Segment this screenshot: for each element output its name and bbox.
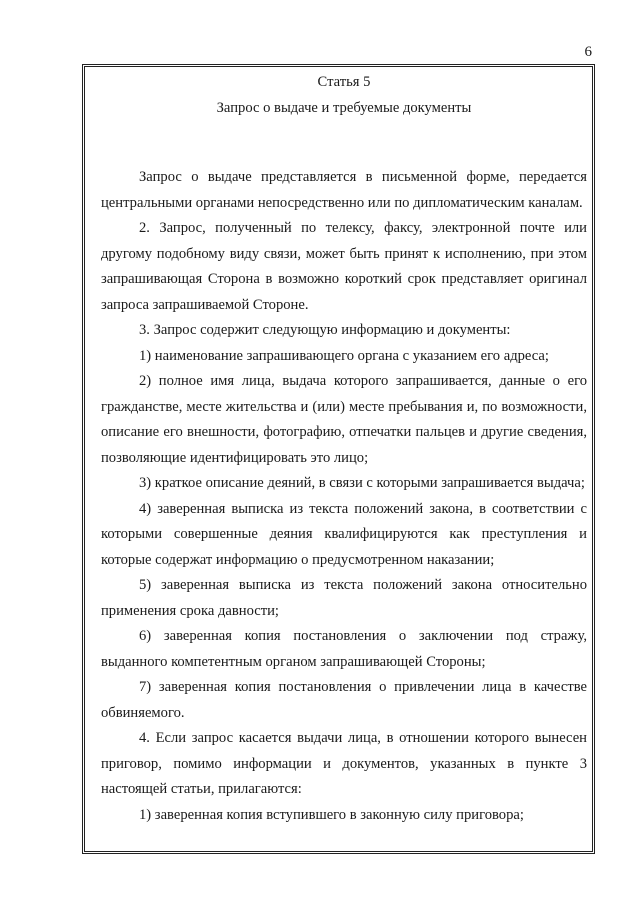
list-item-3: 3) краткое описание деяний, в связи с которыми запрашивается выдача; [139, 475, 585, 491]
page-number: 6 [584, 44, 592, 60]
paragraph-2: 2. Запрос, полученный по телексу, факсу, электронной почте или другому подобному виду связи, может быть принят к исполнению, при этом запрашивающая Сторона в возможно короткий срок представляет оригинал запроса запрашиваемой Стороне. [101, 220, 587, 313]
list-item-2: 2) полное имя лица, выдача которого запрашивается, данные о его гражданстве, месте жительства и (или) месте пребывания и, по возможности, описание его внешности, фотографию, отпечатки пальцев и другие сведения, позволяющие идентифицировать это лицо; [101, 373, 587, 466]
list-item-8: 1) заверенная копия вступившего в законную силу приговора; [139, 806, 524, 823]
article-body [101, 70, 587, 828]
list-item-4: 4) заверенная выписка из текста положений закона, в соответствии с которыми совершенные деяния квалифицируются как преступления и которые содержат информацию о предусмотренном наказании; [101, 500, 587, 568]
list-item-6: 6) заверенная копия постановления о заключении под стражу, выданного компетентным органом запрашивающей Стороны; [101, 628, 587, 670]
paragraph-1: Запрос о выдаче представляется в письменной форме, передается центральными органами непосредственно или по дипломатическим каналам. [101, 169, 587, 211]
list-item-1: 1) наименование запрашивающего органа с указанием его адреса; [139, 347, 549, 364]
paragraph-3: 3. Запрос содержит следующую информацию и документы: [139, 322, 511, 338]
article-subtitle: Запрос о выдаче и требуемые документы [216, 99, 472, 116]
list-item-5: 5) заверенная выписка из текста положений закона относительно применения срока давности; [101, 577, 587, 619]
article-title: Статья 5 [317, 74, 371, 90]
paragraph-4: 4. Если запрос касается выдачи лица, в отношении которого вынесен приговор, помимо информации и документов, указанных в пункте 3 настоящей статьи, прилагаются: [101, 730, 587, 797]
list-item-7: 7) заверенная копия постановления о привлечении лица в качестве обвиняемого. [101, 679, 587, 721]
